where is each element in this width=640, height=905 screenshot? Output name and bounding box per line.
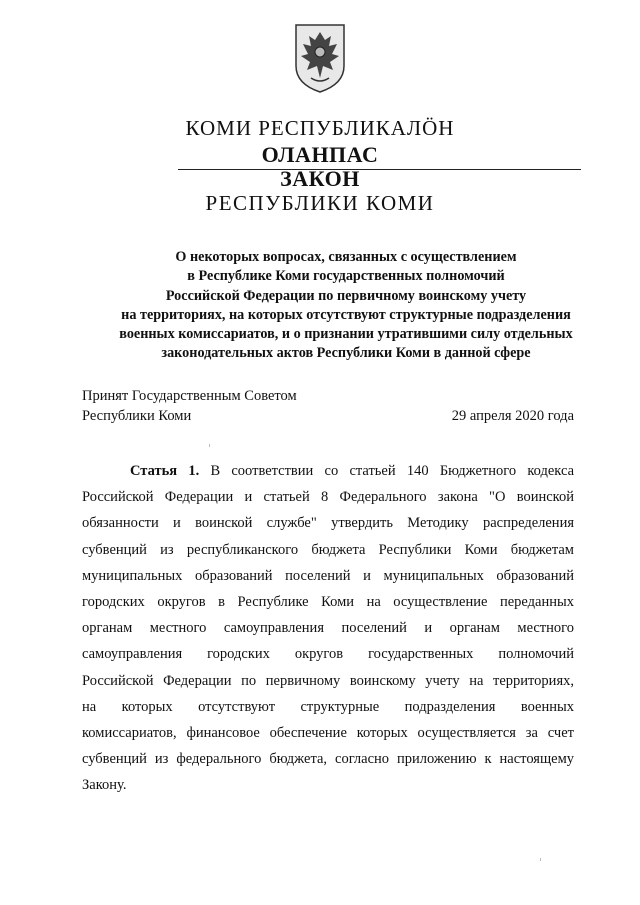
article-line: органам местного самоуправления поселений и органам местного [82, 620, 574, 637]
article-line: субвенций из республиканского бюджета Республики Коми бюджетам [82, 541, 574, 558]
article-line: Российской Федерации и статьей 8 Федерального закона "О воинской [82, 489, 574, 506]
article-line: на которых отсутствуют структурные подразделения военных [82, 698, 574, 715]
scan-speck [540, 858, 541, 861]
adoption-info [82, 386, 297, 426]
article-line: комиссариатов, финансовое обеспечение которых осуществляется за счет [82, 724, 574, 741]
scan-speck [209, 444, 210, 447]
article-line: субвенций из федерального бюджета, согласно приложению к настоящему [82, 751, 574, 768]
article-line: муниципальных образований поселений и муниципальных образований [82, 567, 574, 584]
article-label: Статья 1. [130, 463, 200, 479]
adoption-date: 29 апреля 2020 года [451, 408, 574, 424]
title-line: военных комиссариатов, и о признании утратившими силу отдельных [119, 326, 573, 343]
law-heading: ЗАКОН [280, 166, 360, 191]
olanpas-heading: ОЛАНПАС [261, 142, 379, 167]
adoption-line: Республики Коми [82, 408, 192, 424]
article-1 [82, 458, 574, 798]
article-line: Статья 1. В соответствии со статьей 140 Бюджетного кодекса [130, 463, 575, 479]
article-line: Российской Федерации по первичному воинскому учету на территориях, [82, 672, 574, 689]
adoption-line: Принят Государственным Советом [82, 388, 297, 404]
komi-republic-header: КОМИ РЕСПУБЛИКАЛÖН [185, 116, 455, 140]
article-line: обязанности и воинской службе" утвердить Методику распределения [82, 515, 574, 532]
law-title [60, 248, 632, 364]
republic-of-komi-heading: РЕСПУБЛИКИ КОМИ [205, 191, 435, 215]
title-line: законодательных актов Республики Коми в данной сфере [161, 345, 531, 362]
title-line: О некоторых вопросах, связанных с осуществлением [175, 249, 517, 265]
komi-coat-of-arms-icon [293, 22, 347, 94]
title-line: на территориях, на которых отсутствуют структурные подразделения [121, 306, 571, 323]
article-line: Закону. [82, 777, 127, 794]
article-line: городских округов в Республике Коми на осуществление переданных [82, 593, 574, 610]
article-line: самоуправления городских округов государственных полномочий [82, 646, 574, 663]
title-line: Российской Федерации по первичному воинскому учету [165, 287, 527, 304]
title-line: в Республике Коми государственных полномочий [187, 268, 505, 285]
